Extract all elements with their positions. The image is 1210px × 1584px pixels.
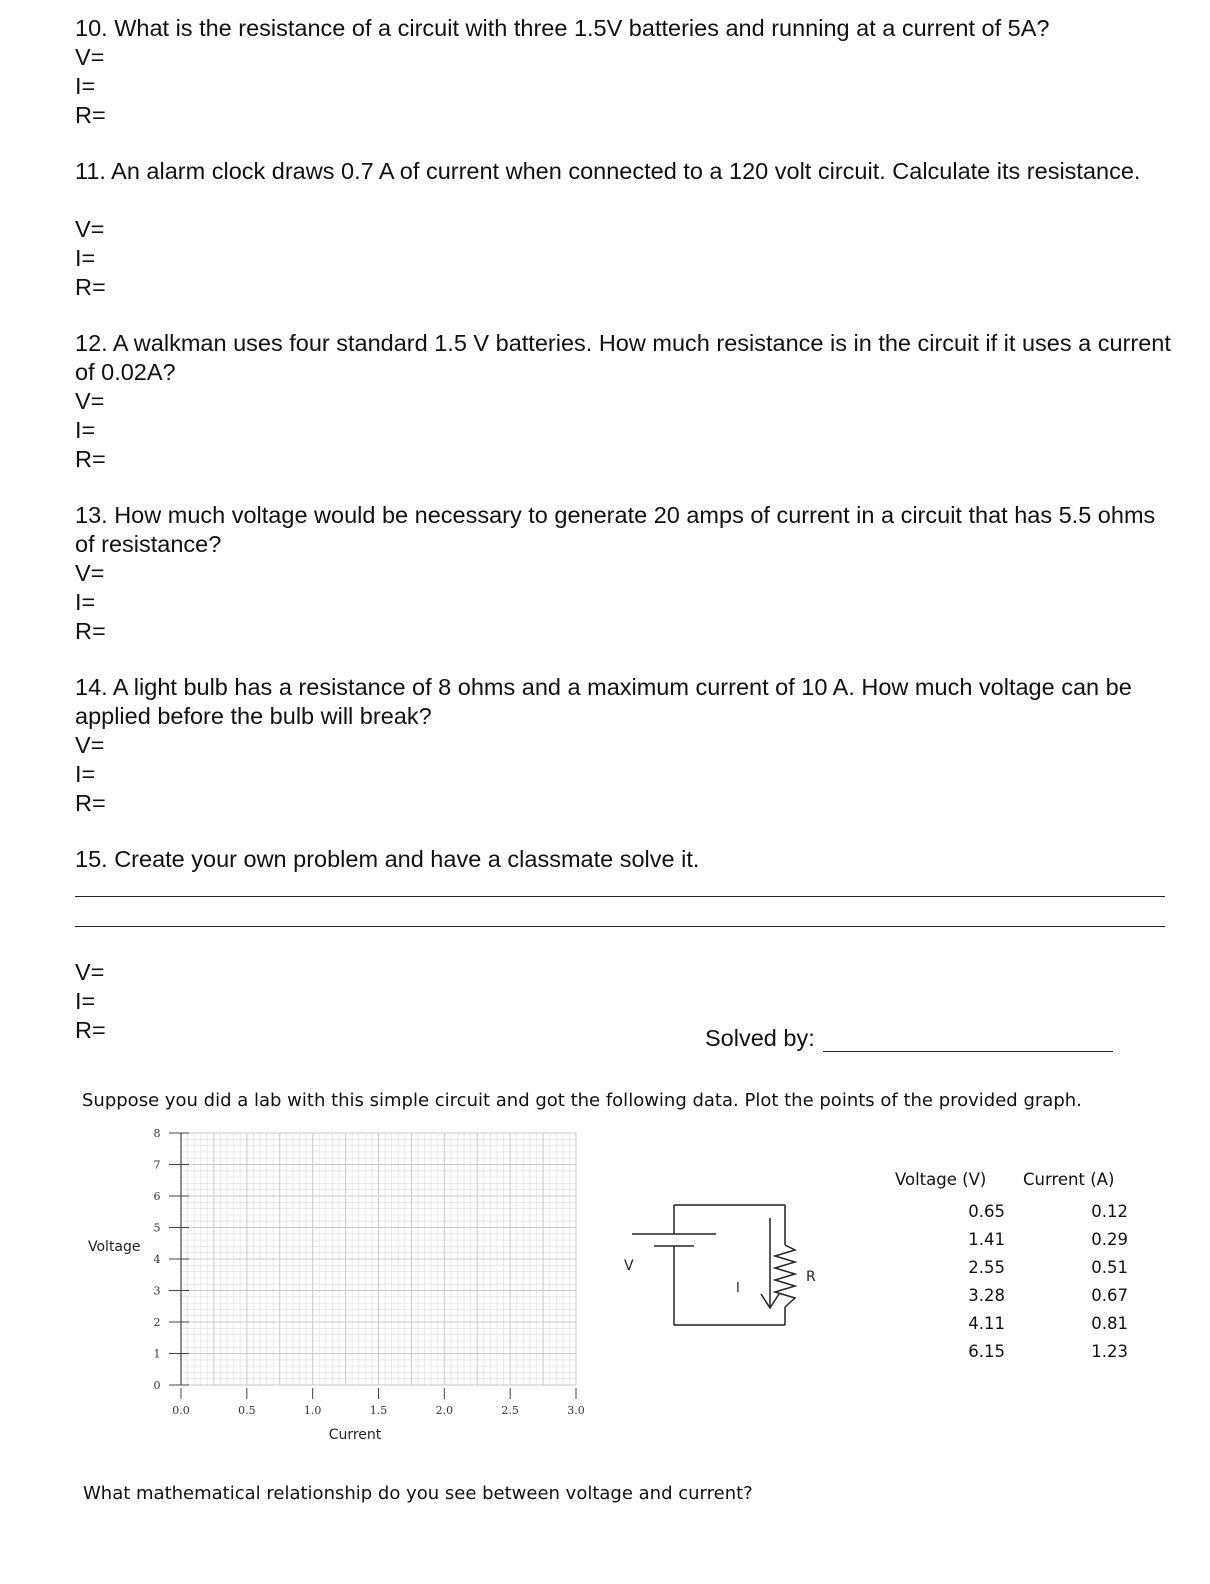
x-ticks	[172, 1388, 585, 1417]
circuit-i-label: I	[736, 1281, 740, 1296]
resistor-symbol	[775, 1245, 795, 1307]
solved-by	[705, 1025, 1113, 1052]
q12-v-label: V=	[75, 388, 105, 414]
voltage-cell: 6.15	[968, 1341, 1005, 1361]
q15-i-label: I=	[75, 988, 96, 1014]
x-tick-label: 0.5	[238, 1404, 256, 1417]
x-axis-title: Current	[328, 1427, 382, 1443]
data-table	[895, 1170, 1128, 1365]
q13-i-label: I=	[75, 589, 96, 615]
x-tick-label: 1.5	[369, 1404, 388, 1417]
q11-i-label: I=	[75, 245, 96, 271]
current-arrow	[761, 1218, 779, 1308]
q15-r-label: R=	[75, 1017, 106, 1043]
question-10: 10. What is the resistance of a circuit with three 1.5V batteries and running at a current of 5A?	[75, 15, 1050, 41]
question-15: 15. Create your own problem and have a classmate solve it.	[75, 846, 700, 872]
question-11: 11. An alarm clock draws 0.7 A of current when connected to a 120 volt circuit. Calculate its resistance.	[75, 158, 1141, 184]
answer-line-1[interactable]	[75, 896, 1165, 897]
table-row	[895, 1309, 1128, 1337]
voltage-cell: 1.41	[968, 1229, 1005, 1249]
y-tick-label: 6	[153, 1190, 161, 1203]
circuit-wire	[674, 1205, 785, 1325]
y-tick-label: 3	[153, 1284, 161, 1298]
lab-intro: Suppose you did a lab with this simple circuit and got the following data. Plot the points of the provided graph.	[82, 1090, 1082, 1111]
answer-line-2[interactable]	[75, 926, 1165, 927]
q13-v-label: V=	[75, 560, 105, 586]
y-tick-label: 8	[153, 1127, 161, 1140]
table-row	[895, 1197, 1128, 1225]
voltage-cell: 2.55	[968, 1257, 1005, 1277]
y-tick-label: 2	[153, 1316, 161, 1329]
y-tick-label: 0	[153, 1379, 161, 1392]
q10-v-label: V=	[75, 44, 105, 70]
q11-v-label: V=	[75, 216, 105, 242]
y-tick-label: 5	[153, 1221, 161, 1235]
x-tick-label: 2.5	[501, 1404, 519, 1417]
current-cell: 0.81	[1091, 1313, 1128, 1333]
battery-symbol	[632, 1234, 716, 1246]
q14-i-label: I=	[75, 761, 96, 787]
q14-v-label: V=	[75, 732, 105, 758]
q11-r-label: R=	[75, 274, 106, 300]
voltage-current-graph[interactable]	[80, 1125, 600, 1455]
q10-i-label: I=	[75, 73, 96, 99]
table-row	[895, 1253, 1128, 1281]
x-tick-label: 1.0	[303, 1404, 322, 1417]
solved-by-label: Solved by:	[705, 1025, 815, 1051]
x-tick-label: 0.0	[172, 1404, 190, 1417]
circuit-r-label: R	[806, 1269, 816, 1285]
voltage-header: Voltage (V)	[895, 1170, 987, 1189]
circuit-v-label: V	[624, 1258, 634, 1274]
table-row	[895, 1337, 1128, 1365]
x-tick-label: 3.0	[567, 1404, 585, 1417]
q14-r-label: R=	[75, 790, 106, 816]
q10-r-label: R=	[75, 102, 106, 128]
q13-r-label: R=	[75, 618, 106, 644]
y-ticks	[154, 1127, 190, 1392]
y-tick-label: 1	[153, 1347, 161, 1361]
y-axis-title: Voltage	[88, 1239, 141, 1255]
voltage-cell: 0.65	[968, 1201, 1005, 1221]
current-cell: 0.67	[1091, 1285, 1128, 1305]
q12-r-label: R=	[75, 446, 106, 472]
table-row	[895, 1281, 1128, 1309]
current-cell: 0.51	[1091, 1257, 1128, 1277]
question-12: 12. A walkman uses four standard 1.5 V batteries. How much resistance is in the circuit if it uses a current of 0.02A?	[75, 330, 1171, 385]
q12-i-label: I=	[75, 417, 96, 443]
solved-by-line[interactable]	[823, 1029, 1113, 1052]
y-tick-label: 4	[153, 1253, 161, 1266]
y-tick-label: 7	[153, 1158, 161, 1172]
table-row	[895, 1225, 1128, 1253]
voltage-cell: 4.11	[968, 1313, 1005, 1333]
table-header-row	[895, 1170, 1128, 1197]
current-cell: 0.29	[1091, 1229, 1128, 1249]
x-tick-label: 2.0	[435, 1404, 454, 1417]
current-header: Current (A)	[1023, 1170, 1115, 1189]
question-14: 14. A light bulb has a resistance of 8 ohms and a maximum current of 10 A. How much voltage can be applied before the bulb will break?	[75, 674, 1132, 729]
voltage-cell: 3.28	[968, 1285, 1005, 1305]
relationship-question: What mathematical relationship do you see between voltage and current?	[83, 1483, 753, 1504]
current-cell: 0.12	[1091, 1201, 1128, 1221]
q15-v-label: V=	[75, 959, 105, 985]
circuit-diagram	[610, 1190, 840, 1340]
question-13: 13. How much voltage would be necessary to generate 20 amps of current in a circuit that has 5.5 ohms of resistance?	[75, 502, 1156, 557]
current-cell: 1.23	[1091, 1341, 1128, 1361]
